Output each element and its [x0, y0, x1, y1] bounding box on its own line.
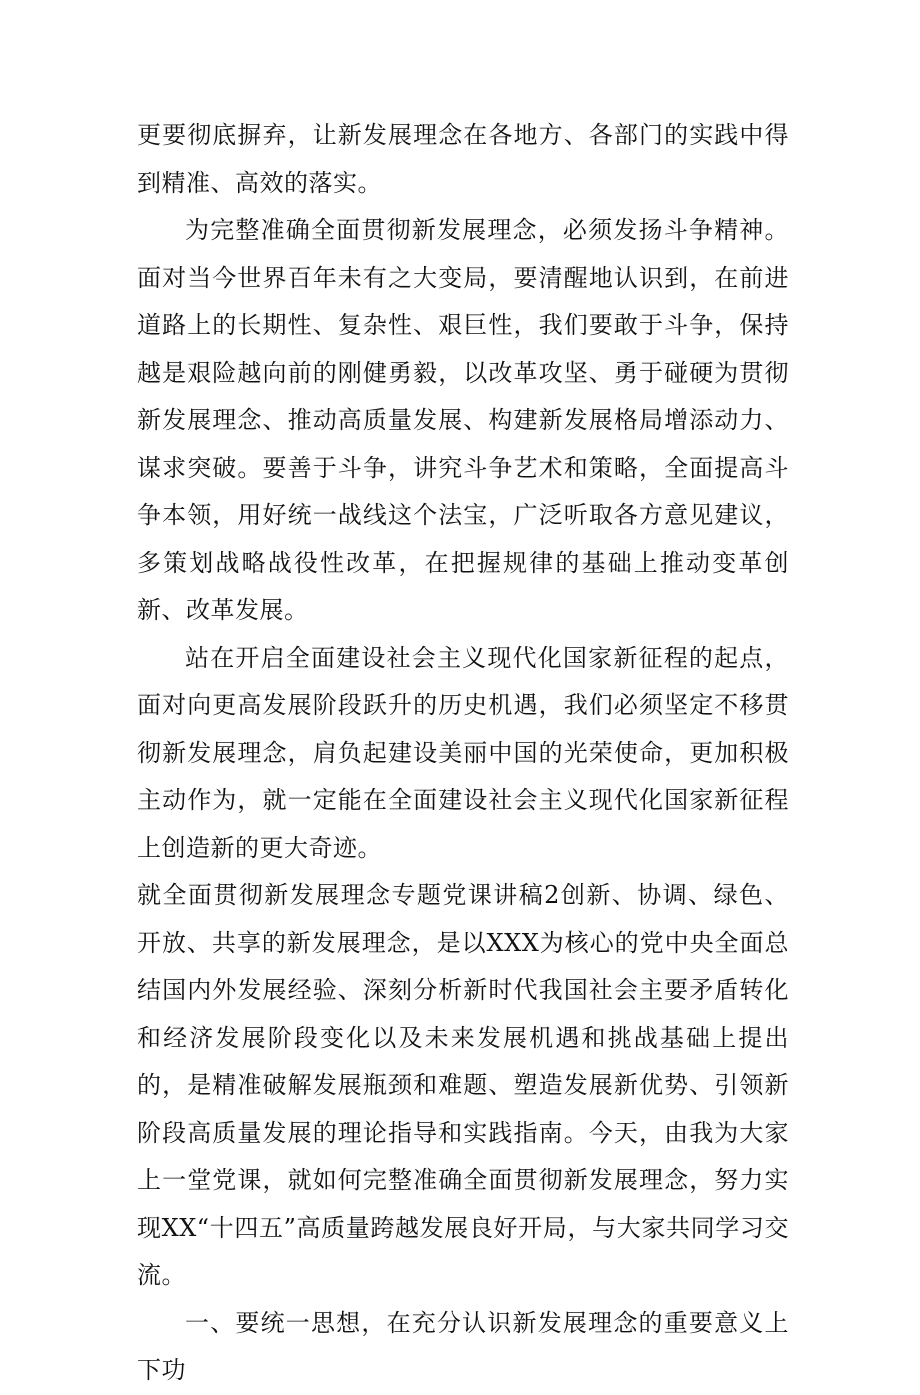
paragraph-1: 更要彻底摒弃，让新发展理念在各地方、各部门的实践中得到精准、高效的落实。 — [137, 121, 789, 197]
paragraph-4: 就全面贯彻新发展理念专题党课讲稿2创新、协调、绿色、开放、共享的新发展理念，是以XXX为核心的党中央全面总结国内外发展经验、深刻分析新时代我国社会主要矛盾转化和经济发展阶段变化以及未来发展机遇和挑战基础上提出的，是精准破解发展瓶颈和难题、塑造发展新优势、引领新阶段高质量发展的理论指导和实践指南。今天，由我为大家上一堂党课，就如何完整准确全面贯彻新发展理念，努力实现XX“十四五”高质量跨越发展良好开局，与大家共同学习交流。 — [137, 881, 789, 1289]
paragraph-3: 站在开启全面建设社会主义现代化国家新征程的起点，面对向更高发展阶段跃升的历史机遇，我们必须坚定不移贯彻新发展理念，肩负起建设美丽中国的光荣使命，更加积极主动作为，就一定能在全面建设社会主义现代化国家新征程上创造新的更大奇迹。 — [137, 643, 789, 862]
paragraph-2: 为完整准确全面贯彻新发展理念，必须发扬斗争精神。面对当今世界百年未有之大变局，要清醒地认识到，在前进道路上的长期性、复杂性、艰巨性，我们要敢于斗争，保持越是艰险越向前的刚健勇毅，以改革攻坚、勇于碰硬为贯彻新发展理念、推动高质量发展、构建新发展格局增添动力、谋求突破。要善于斗争，讲究斗争艺术和策略，全面提高斗争本领，用好统一战线这个法宝，广泛听取各方意见建议，多策划战略战役性改革，在把握规律的基础上推动变革创新、改革发展。 — [137, 216, 789, 624]
paragraph-5-heading: 一、要统一思想，在充分认识新发展理念的重要意义上下功 — [137, 1308, 789, 1384]
document-body — [137, 112, 789, 1395]
